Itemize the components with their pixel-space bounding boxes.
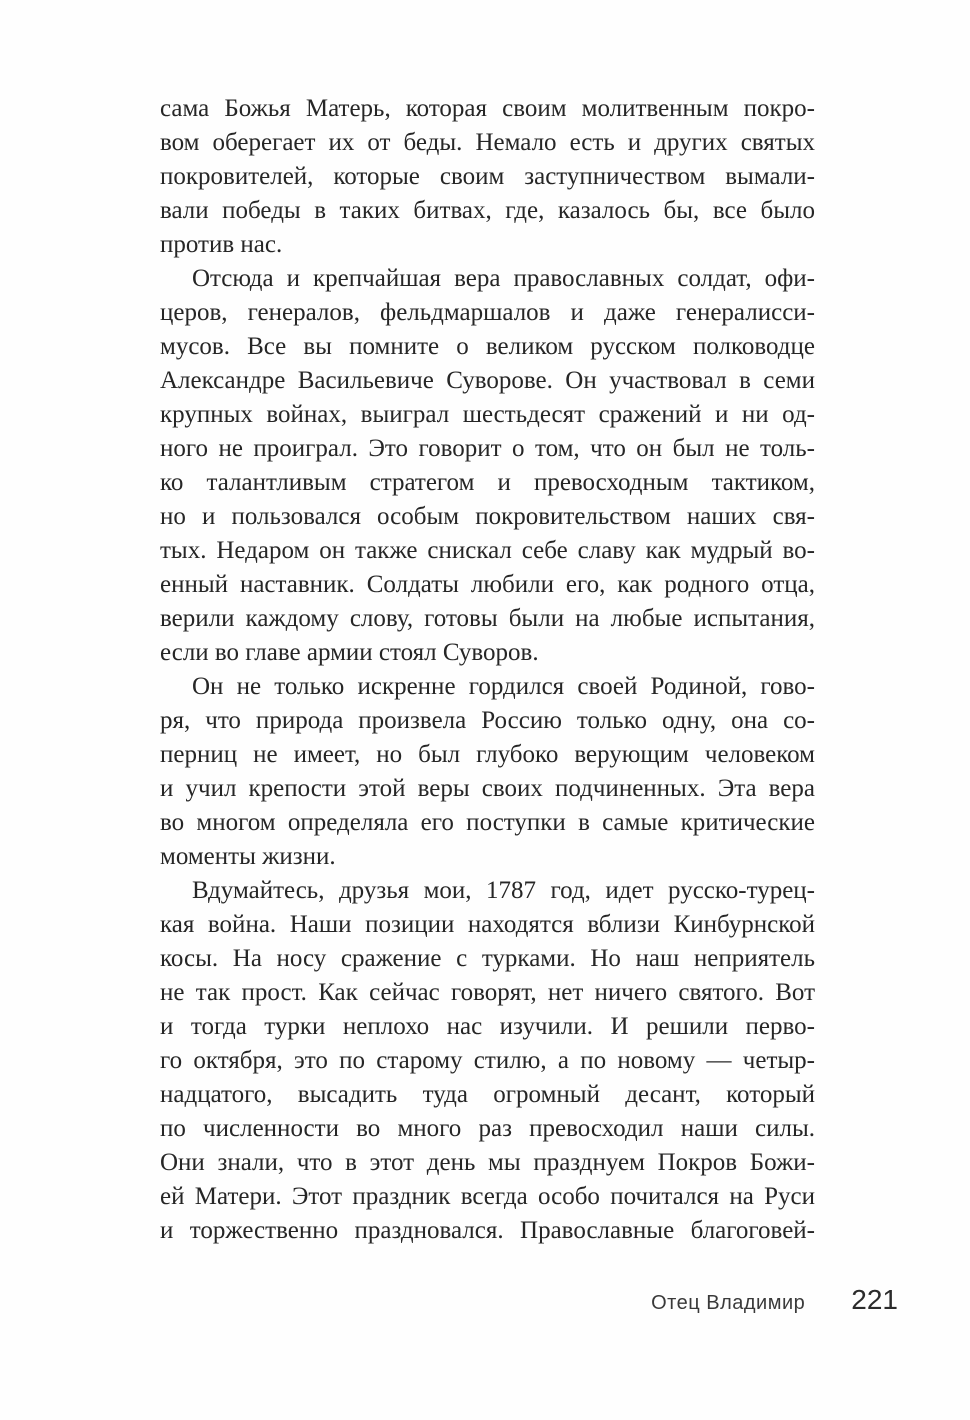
text-line: Они знали, что в этот день мы празднуем Покров Божи- <box>160 1149 815 1176</box>
text-line: Вдумайтесь, друзья мои, 1787 год, идет русско-турец- <box>192 877 815 904</box>
text-line: Отсюда и крепчайшая вера православных солдат, офи- <box>192 265 815 292</box>
text-line: но и пользовался особым покровительством наших свя- <box>160 503 815 530</box>
text-line: надцатого, высадить туда огромный десант, который <box>160 1081 815 1108</box>
text-line: моменты жизни. <box>160 843 336 870</box>
text-line: и учил крепости этой веры своих подчиненных. Эта вера <box>160 775 815 802</box>
text-line: ного не проиграл. Это говорит о том, что он был не толь- <box>160 435 815 462</box>
text-line: ря, что природа произвела Россию только одну, она со- <box>160 707 815 734</box>
text-line: церов, генералов, фельдмаршалов и даже генералисси- <box>160 299 815 326</box>
text-line: ей Матери. Этот праздник всегда особо почитался на Руси <box>160 1183 815 1210</box>
text-line: если во главе армии стоял Суворов. <box>160 639 539 666</box>
text-line: во многом определяла его поступки в самые критические <box>160 809 815 836</box>
text-line: вом оберегает их от беды. Немало есть и других святых <box>160 129 815 156</box>
text-line: и торжественно праздновался. Православные благоговей- <box>160 1217 815 1244</box>
text-line: тых. Недаром он также снискал себе славу как мудрый во- <box>160 537 815 564</box>
text-line: и тогда турки неплохо нас изучили. И решили перво- <box>160 1013 815 1040</box>
text-line: ко талантливым стратегом и превосходным тактиком, <box>160 469 815 496</box>
text-line: крупных войнах, выиграл шестьдесят сражений и ни од- <box>160 401 815 428</box>
text-line: енный наставник. Солдаты любили его, как родного отца, <box>160 571 815 598</box>
running-title: Отец Владимир <box>651 1292 806 1314</box>
text-line: перниц не имеет, но был глубоко верующим человеком <box>160 741 815 768</box>
text-line: по численности во много раз превосходил наши силы. <box>160 1115 815 1142</box>
text-line: вали победы в таких битвах, где, казалось бы, все было <box>160 197 815 224</box>
text-block <box>160 92 815 1248</box>
text-line: го октября, это по старому стилю, а по новому — четыр- <box>160 1047 815 1074</box>
text-line: сама Божья Матерь, которая своим молитвенным покро- <box>160 95 815 122</box>
text-line: кая война. Наши позиции находятся вблизи Кинбурнской <box>160 911 815 938</box>
page-footer <box>160 1284 898 1316</box>
text-line: не так прост. Как сейчас говорят, нет ничего святого. Вот <box>160 979 815 1006</box>
text-line: Он не только искренне гордился своей Родиной, гово- <box>192 673 815 700</box>
text-line: против нас. <box>160 231 283 258</box>
page-number: 221 <box>851 1284 898 1315</box>
text-line: косы. На носу сражение с турками. Но наш неприятель <box>160 945 815 972</box>
text-line: верили каждому слову, готовы были на любые испытания, <box>160 605 815 632</box>
text-line: покровителей, которые своим заступничеством вымали- <box>160 163 815 190</box>
text-line: мусов. Все вы помните о великом русском полководце <box>160 333 815 360</box>
text-line: Александре Васильевиче Суворове. Он участвовал в семи <box>160 367 815 394</box>
